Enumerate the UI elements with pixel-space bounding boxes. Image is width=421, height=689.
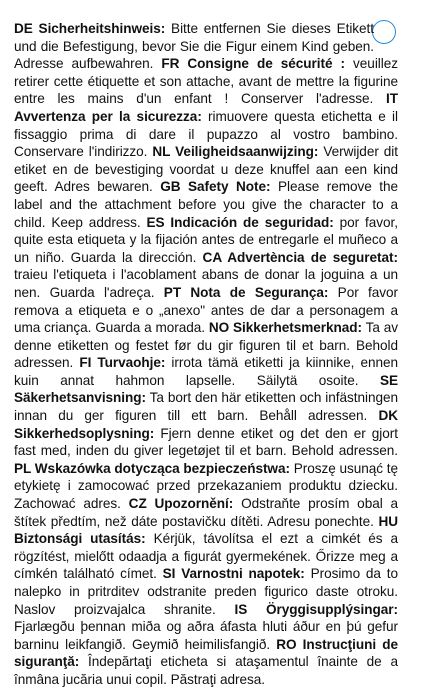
section-heading: PT Nota de Segurança: [163,284,329,300]
section-body: irrota tämä etiketti ja kiinnike, ennen kuin annat hahmon lapselle. Säilytä osoite. [14,355,398,388]
section-body: Proszę usunąć tę etykietę i zamocować przed przekazaniem produktu dziecku. Zachować adres. [14,460,398,512]
section-heading: FR Consigne de sécurité : [161,56,346,72]
section-body: Prosimo da to nalepko in pritrditev odstranite preden figurico daste otroku. Naslov proizvajalca shranite. [14,566,398,617]
section-body: Îndepărtaţi eticheta si ataşamentul înainte de a înmâna jucăria unui copil. Păstraţi adresa. [14,654,398,687]
section-body: por favor, quite esta etiqueta y la fijación antes de entregarle el muñeco a un niño. Guarda la dirección. [14,214,398,265]
section-heading: ES Indicación de seguridad: [146,214,334,230]
section-heading: FI Turvaohje: [79,355,166,371]
section-heading: SI Varnostni napotek: [162,566,305,582]
section-heading: CA Advertència de seguretat: [202,249,398,265]
section-body: Ta bort den här etiketten och infästningen innan du ger figuren till ett barn. Behåll adressen. [14,390,398,424]
section-heading: RO Instrucţiuni de siguranţă: [14,636,398,670]
section-heading: HU Biztonsági utasítás: [14,513,398,547]
section-heading: SE Säkerhetsanvisning: [14,372,398,406]
section-body: Fjarlægðu þennan miða og aðra áfasta hluti áður en þú gefur barninu leikfangið. Geymið heimilisfangið. [14,619,398,652]
section-body: Verwijder dit etiket en de bevestiging voordat u deze knuffel aan een kind geeft. Adres bewaren. [14,144,399,195]
section-heading: IS Öryggisupplýsingar: [234,601,398,617]
section-heading: NO Sikkerhetsmerknad: [208,320,363,336]
section-heading: DE Sicherheitshinweis: [14,21,166,36]
section-body: Odstraňte prosím obal a štítek předtím, než dáte postavičku dítěti. Adresu ponechte. [14,496,399,529]
section-body: Fjern denne etiket og det den er gjort fast med, inden du giver legetøjet til et barn. Behold adressen. [14,425,398,459]
section-body: traieu l'etiqueta i l'acoblament abans de donar la joguina a un nen. Guarda l'adreça. [14,267,398,300]
section-heading: PL Wskazówka dotycząca bezpieczeństwa: [14,460,290,476]
section-heading: GB Safety Note: [160,179,271,195]
section-body: Kérjük, távolítsa el ezt a cimkét és a rögzítést, mielőtt odaadja a figurát gyermekének. Őrizze meg a címkén található címet. [14,531,398,582]
section-heading: IT Avvertenza per la sicurezza: [14,91,398,124]
section-heading: CZ Upozornění: [128,496,234,512]
section-heading: DK Sikkerhedsoplysning: [14,408,398,441]
section-body: Bitte entfernen Sie dieses Etikett und die Befestigung, bevor Sie die Figur einem Kind geben. Adresse aufbewahren. [14,21,374,72]
section-body: Ta av denne etiketten og festet før du gir figuren til et barn. Behold adressen. [14,320,398,371]
section-body: Por favor remova a etiqueta e o „anexo" antes de dar a personagem a uma criança. Guarda a morada. [14,284,398,336]
hole-spacer [374,20,398,38]
section-heading: NL Veiligheidsaanwijzing: [152,144,319,160]
section-body: veuillez retirer cette étiquette et son attache, avant de mettre la figurine entre les mains d'un enfant ! Conserver l'adresse. [14,56,398,107]
section-body: rimuovere questa etichetta e il fissaggio prima di dare il pupazzo al vostro bambino. Conservare l'indirizzo. [14,108,398,160]
safety-label-text [14,20,398,689]
section-body: Please remove the label and the attachment before you give the character to a child. Keep address. [14,179,398,230]
